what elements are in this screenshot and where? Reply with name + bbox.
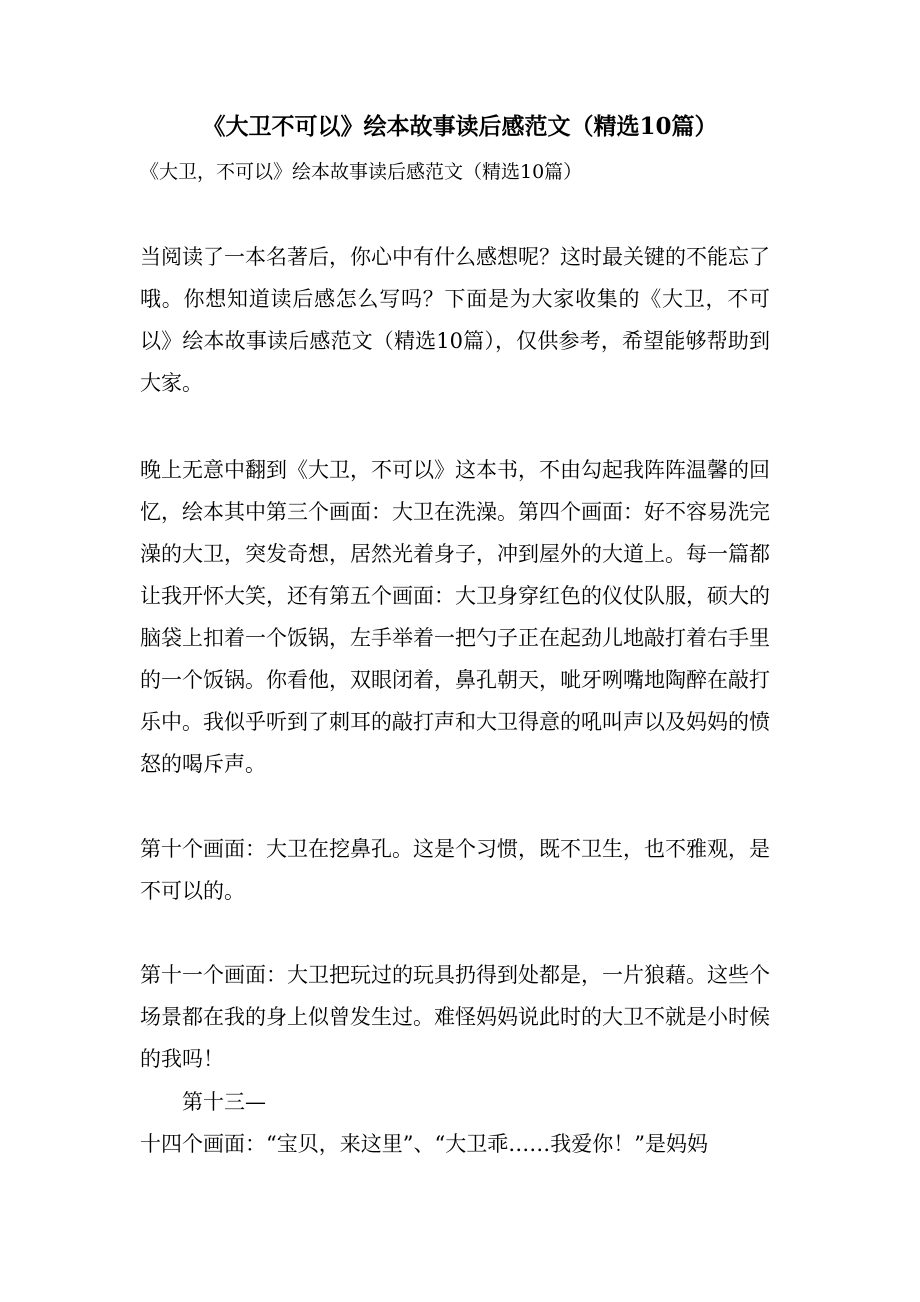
paragraph-eleventh-picture: 第十一个画面：大卫把玩过的玩具扔得到处都是，一片狼藉。这些个场景都在我的身上似曾发生过。难怪妈妈说此时的大卫不就是小时候的我吗！: [140, 963, 770, 1071]
paragraph-thirteenth-heading: 第十三—: [182, 1090, 266, 1114]
paragraph-fourteenth-picture: 十四个画面：“宝贝，来这里”、“大卫乖……我爱你！”是妈妈: [140, 1132, 708, 1156]
document-subtitle: 《大卫，不可以》绘本故事读后感范文（精选10篇）: [140, 161, 583, 183]
paragraph-tenth-picture: 第十个画面：大卫在挖鼻孔。这是个习惯，既不卫生，也不雅观，是不可以的。: [140, 837, 770, 903]
paragraph-evening-reading: 晚上无意中翻到《大卫，不可以》这本书，不由勾起我阵阵温馨的回忆，绘本其中第三个画面：大卫在洗澡。第四个画面：好不容易洗完澡的大卫，突发奇想，居然光着身子，冲到屋外的大道上。每一篇都让我开怀大笑，还有第五个画面：大卫身穿红色的仪仗队服，硕大的脑袋上扣着一个饭锅，左手举着一把勺子正在起劲儿地敲打着右手里的一个饭锅。你看他，双眼闭着，鼻孔朝天，呲牙咧嘴地陶醉在敲打乐中。我似乎听到了刺耳的敲打声和大卫得意的吼叫声以及妈妈的愤怒的喝斥声。: [140, 458, 770, 776]
paragraph-intro: 当阅读了一本名著后，你心中有什么感想呢？这时最关键的不能忘了哦。你想知道读后感怎么写吗？下面是为大家收集的《大卫，不可以》绘本故事读后感范文（精选10篇），仅供参考，希望能够帮助到大家。: [140, 245, 770, 395]
document-title: 《大卫不可以》绘本故事读后感范文（精选10篇）: [202, 113, 718, 140]
